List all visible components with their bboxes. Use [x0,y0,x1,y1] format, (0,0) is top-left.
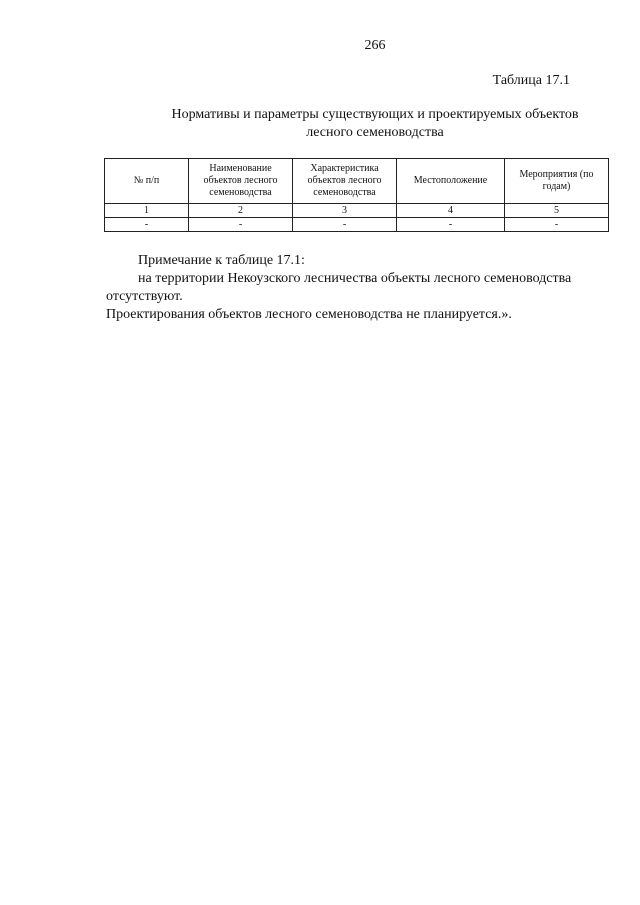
table-label: Таблица 17.1 [492,73,570,88]
table-note [106,252,616,324]
note-conclusion: Проектирования объектов лесного семеноводства не планируется.». [106,307,512,322]
table-title [130,106,620,142]
table-cell: - [293,218,397,232]
table-cell: 3 [293,204,397,218]
header-cell-name: Наименование объектов лесного семеноводства [189,159,293,204]
note-heading: Примечание к таблице 17.1: [138,253,305,268]
table-cell: 2 [189,204,293,218]
seed-objects-table [104,158,609,232]
table-header-row [105,159,609,204]
table-cell: - [105,218,189,232]
table-cell: - [505,218,609,232]
table-cell: 5 [505,204,609,218]
table-cell: 1 [105,204,189,218]
header-cell-characteristics: Характеристика объектов лесного семеноводства [293,159,397,204]
header-cell-measures: Мероприятия (по годам) [505,159,609,204]
header-cell-location: Местоположение [397,159,505,204]
header-cell-number: № п/п [105,159,189,204]
table-cell: 4 [397,204,505,218]
table-cell: - [397,218,505,232]
note-text: на территории Некоузского лесничества объекты лесного семеноводства отсутствуют. [106,271,572,304]
table-row [105,204,609,218]
page-number: 266 [364,38,386,53]
table-cell: - [189,218,293,232]
table-title-line-2: лесного семеноводства [306,125,444,140]
table-row [105,218,609,232]
table-title-line-1: Нормативы и параметры существующих и проектируемых объектов [171,107,579,122]
